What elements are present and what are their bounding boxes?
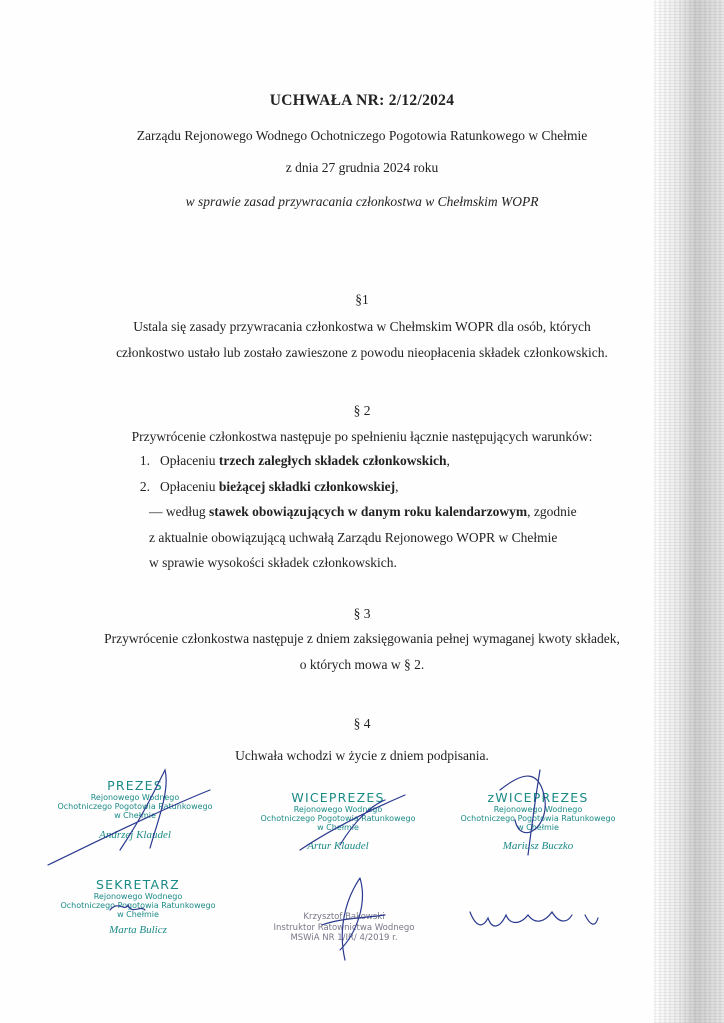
resolution-date: z dnia 27 grudnia 2024 roku [285,160,439,175]
signature-wiceprezes [300,795,405,850]
section-1-line-1: Ustala się zasady przywracania członkostwa w Chełmskim WOPR dla osób, których [133,319,591,334]
instructor-stamp: Krzysztof Bakowski Instruktor Ratownictwa Wodnego MSWiA NR 1/IR/ 4/2019 r. [273,912,415,943]
signature-vice-president-2 [500,770,545,855]
stamp-vice-president-2: zWICEPREZES Rejonowego Wodnego Ochotniczego Pogotowia Ratunkowego w Chełmie Mariusz Buczko [460,790,616,852]
section-4-label: § 4 [353,716,371,731]
signature-wysocki [470,912,598,926]
resolution-issuer: Zarządu Rejonowego Wodnego Ochotniczego Pogotowia Ratunkowego w Chełmie [136,128,588,143]
section-3-label: § 3 [353,606,371,621]
section-3-line-1: Przywrócenie członkostwa następuje z dniem zaksięgowania pełnej wymaganej kwoty składek, [104,631,620,646]
section-2-continuation-1: — według stawek obowiązujących w danym roku kalendarzowym, zgodnie [149,504,577,519]
signature-sekretarz [110,905,145,910]
list-item: 2. Opłaceniu bieżącej składki członkowskiej, [139,479,399,494]
section-1-label: §1 [355,292,369,307]
stamp-wiceprezes: WICEPREZES Rejonowego Wodnego Ochotniczego Pogotowia Ratunkowego w Chełmie Artur Klaudel [260,790,416,852]
section-1-line-2: członkostwo ustało lub zostało zawieszone z powodu nieopłacenia składek członkowskich. [116,345,608,360]
list-item: 1. Opłaceniu trzech zaległych składek członkowskich, [139,453,450,468]
section-2-continuation-2: z aktualnie obowiązującą uchwałą Zarządu Rejonowego WOPR w Chełmie [149,530,558,545]
signature-instructor [322,878,385,960]
signature-prezes [48,770,210,865]
section-2-continuation-3: w sprawie wysokości składek członkowskich. [149,555,397,570]
resolution-subject: w sprawie zasad przywracania członkostwa w Chełmskim WOPR [185,194,539,209]
stamp-prezes: PREZES Rejonowego Wodnego Ochotniczego Pogotowia Ratunkowego w Chełmie Andrzej Klaudel [57,778,213,841]
section-2-label: § 2 [353,403,371,418]
section-4-line-1: Uchwała wchodzi w życie z dniem podpisania. [235,748,489,763]
section-2-intro: Przywrócenie członkostwa następuje po spełnieniu łącznie następujących warunków: [131,429,593,444]
section-3-line-2: o których mowa w § 2. [299,657,425,672]
stamp-sekretarz: SEKRETARZ Rejonowego Wodnego Ochotniczego Pogotowia Ratunkowego w Chełmie Marta Bulicz [60,877,216,936]
resolution-title: UCHWAŁA NR: 2/12/2024 [269,92,455,109]
